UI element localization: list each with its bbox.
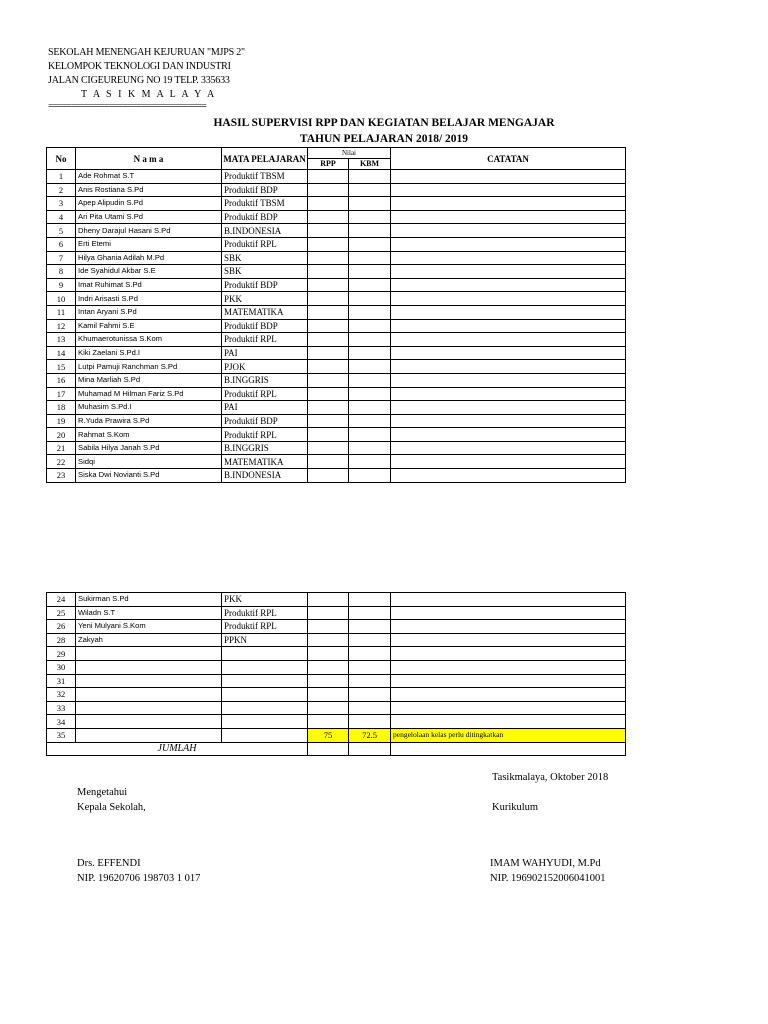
rpp-score (308, 265, 349, 279)
table-row (47, 701, 626, 715)
row-name: Dheny Darajul Hasani S.Pd (76, 224, 222, 238)
curriculum-nip: NIP. 196902152006041001 (490, 873, 606, 884)
rpp-score (308, 647, 349, 661)
kbm-score (349, 346, 391, 360)
rpp-score (308, 333, 349, 347)
row-name: Anis Rostiana S.Pd (76, 183, 222, 197)
header-mata-pelajaran: MATA PELAJARAN (222, 148, 308, 170)
row-name: Ari Pita Utami S.Pd (76, 210, 222, 224)
kbm-score (349, 633, 391, 647)
kbm-score (349, 278, 391, 292)
row-number: 8 (47, 265, 76, 279)
kbm-score (349, 428, 391, 442)
catatan-note (391, 333, 626, 347)
row-subject: Produktif BDP (222, 278, 308, 292)
row-number: 7 (47, 251, 76, 265)
catatan-note (391, 278, 626, 292)
catatan-note (391, 606, 626, 620)
row-subject: Produktif TBSM (222, 170, 308, 184)
kbm-score (349, 688, 391, 702)
catatan-note (391, 197, 626, 211)
kbm-score (349, 319, 391, 333)
supervision-table-part2 (46, 592, 626, 756)
row-subject: SBK (222, 251, 308, 265)
row-number: 1 (47, 170, 76, 184)
rpp-score (308, 210, 349, 224)
rpp-score (308, 455, 349, 469)
school-header (48, 46, 245, 114)
principal-name: Drs. EFFENDI (77, 858, 141, 869)
rpp-score (308, 373, 349, 387)
row-number: 20 (47, 428, 76, 442)
row-name (76, 701, 222, 715)
row-number: 24 (47, 593, 76, 607)
row-name: Indri Arisasti S.Pd (76, 292, 222, 306)
table-row (47, 387, 626, 401)
kbm-score (349, 401, 391, 415)
row-subject: Produktif RPL (222, 387, 308, 401)
table-row (47, 346, 626, 360)
rpp-score (308, 660, 349, 674)
rpp-score (308, 224, 349, 238)
row-name: Kamil Fahmi S.E (76, 319, 222, 333)
row-name: Zakyah (76, 633, 222, 647)
row-number: 31 (47, 674, 76, 688)
row-subject: SBK (222, 265, 308, 279)
row-name (76, 715, 222, 729)
kbm-score (349, 387, 391, 401)
kbm-score (349, 455, 391, 469)
table-row (47, 210, 626, 224)
row-subject: B.INGGRIS (222, 373, 308, 387)
jumlah-catatan (391, 742, 626, 756)
row-number: 15 (47, 360, 76, 374)
catatan-note (391, 373, 626, 387)
kbm-score (349, 183, 391, 197)
school-address: JALAN CIGEUREUNG NO 19 TELP. 335633 (48, 75, 230, 86)
table-row (47, 728, 626, 742)
row-subject: PPKN (222, 633, 308, 647)
header-kbm: KBM (349, 159, 391, 170)
catatan-note (391, 224, 626, 238)
jumlah-kbm (349, 742, 391, 756)
header-divider: ================================== (48, 101, 206, 112)
kbm-score (349, 715, 391, 729)
kbm-score (349, 674, 391, 688)
row-subject (222, 660, 308, 674)
row-subject (222, 728, 308, 742)
rpp-score (308, 170, 349, 184)
kbm-score (349, 647, 391, 661)
kbm-score (349, 210, 391, 224)
table-row (47, 401, 626, 415)
rpp-score (308, 305, 349, 319)
catatan-note (391, 360, 626, 374)
table-row (47, 715, 626, 729)
table-row (47, 251, 626, 265)
header-catatan: CATATAN (391, 148, 626, 170)
rpp-score (308, 251, 349, 265)
rpp-score (308, 401, 349, 415)
catatan-note (391, 469, 626, 483)
catatan-note (391, 688, 626, 702)
table-row (47, 237, 626, 251)
row-subject: B.INDONESIA (222, 469, 308, 483)
row-name: Sukirman S.Pd (76, 593, 222, 607)
row-number: 11 (47, 305, 76, 319)
catatan-note (391, 620, 626, 634)
kbm-score (349, 620, 391, 634)
table-row (47, 224, 626, 238)
row-subject: B.INDONESIA (222, 224, 308, 238)
row-subject: MATEMATIKA (222, 305, 308, 319)
table-row (47, 647, 626, 661)
rpp-score (308, 360, 349, 374)
catatan-note (391, 265, 626, 279)
row-number: 22 (47, 455, 76, 469)
kbm-score (349, 593, 391, 607)
row-name: Yeni Mulyani S.Kom (76, 620, 222, 634)
row-name: Mina Marliah S.Pd (76, 373, 222, 387)
row-name (76, 647, 222, 661)
table-row (47, 373, 626, 387)
rpp-score: 75 (308, 728, 349, 742)
table-row (47, 441, 626, 455)
row-subject: PAI (222, 346, 308, 360)
catatan-note (391, 170, 626, 184)
jumlah-row (47, 742, 626, 756)
kbm-score: 72.5 (349, 728, 391, 742)
rpp-score (308, 674, 349, 688)
rpp-score (308, 606, 349, 620)
supervision-table-part1 (46, 147, 626, 483)
catatan-note (391, 674, 626, 688)
jumlah-rpp (308, 742, 349, 756)
table-row (47, 170, 626, 184)
kbm-score (349, 441, 391, 455)
place-date: Tasikmalaya, Oktober 2018 (492, 772, 609, 783)
kbm-score (349, 701, 391, 715)
row-subject: PJOK (222, 360, 308, 374)
rpp-score (308, 346, 349, 360)
row-number: 28 (47, 633, 76, 647)
catatan-note (391, 401, 626, 415)
row-number: 17 (47, 387, 76, 401)
table-row (47, 688, 626, 702)
header-rpp: RPP (308, 159, 349, 170)
row-number: 16 (47, 373, 76, 387)
row-name: Muhasim S.Pd.I (76, 401, 222, 415)
row-subject: B.INGGRIS (222, 441, 308, 455)
rpp-score (308, 633, 349, 647)
catatan-note (391, 292, 626, 306)
row-name: Muhamad M Hilman Fariz S.Pd (76, 387, 222, 401)
row-subject (222, 701, 308, 715)
catatan-note (391, 428, 626, 442)
row-subject (222, 674, 308, 688)
table-row (47, 428, 626, 442)
row-number: 18 (47, 401, 76, 415)
row-subject: Produktif RPL (222, 237, 308, 251)
row-name: Khumaerotunissa S.Kom (76, 333, 222, 347)
row-number: 4 (47, 210, 76, 224)
row-number: 5 (47, 224, 76, 238)
catatan-note (391, 701, 626, 715)
mengetahui-label: Mengetahui (77, 787, 128, 798)
jumlah-label: JUMLAH (47, 742, 308, 756)
row-name: Lutpi Pamuji Ranchman S.Pd (76, 360, 222, 374)
row-number: 35 (47, 728, 76, 742)
curriculum-name: IMAM WAHYUDI, M.Pd (490, 858, 601, 869)
row-name: Intan Aryani S.Pd (76, 305, 222, 319)
row-number: 3 (47, 197, 76, 211)
row-subject: Produktif BDP (222, 210, 308, 224)
row-number: 19 (47, 414, 76, 428)
kbm-score (349, 292, 391, 306)
row-number: 2 (47, 183, 76, 197)
row-name (76, 674, 222, 688)
row-number: 34 (47, 715, 76, 729)
catatan-note (391, 633, 626, 647)
table-row (47, 660, 626, 674)
rpp-score (308, 387, 349, 401)
school-name: SEKOLAH MENENGAH KEJURUAN "MJPS 2" (48, 47, 245, 58)
row-name: Rahmat S.Kom (76, 428, 222, 442)
table-row (47, 278, 626, 292)
row-number: 10 (47, 292, 76, 306)
row-number: 30 (47, 660, 76, 674)
row-subject: Produktif TBSM (222, 197, 308, 211)
catatan-note (391, 251, 626, 265)
kbm-score (349, 265, 391, 279)
row-number: 23 (47, 469, 76, 483)
header-no: No (47, 148, 76, 170)
table-row (47, 674, 626, 688)
catatan-note: pengelolaan kelas perlu ditingkatkan (391, 728, 626, 742)
catatan-note (391, 441, 626, 455)
row-subject: Produktif RPL (222, 620, 308, 634)
table-row (47, 333, 626, 347)
kbm-score (349, 305, 391, 319)
catatan-note (391, 346, 626, 360)
row-number: 25 (47, 606, 76, 620)
rpp-score (308, 715, 349, 729)
row-name (76, 728, 222, 742)
catatan-note (391, 593, 626, 607)
row-subject (222, 715, 308, 729)
table-row (47, 183, 626, 197)
rpp-score (308, 319, 349, 333)
catatan-note (391, 660, 626, 674)
row-subject (222, 688, 308, 702)
catatan-note (391, 647, 626, 661)
rpp-score (308, 278, 349, 292)
kbm-score (349, 469, 391, 483)
kbm-score (349, 660, 391, 674)
table-row (47, 620, 626, 634)
kbm-score (349, 414, 391, 428)
row-subject: Produktif BDP (222, 414, 308, 428)
row-number: 13 (47, 333, 76, 347)
row-subject (222, 647, 308, 661)
catatan-note (391, 210, 626, 224)
rpp-score (308, 292, 349, 306)
row-subject: PKK (222, 593, 308, 607)
header-nilai: Nilai (308, 148, 391, 159)
row-name: Imat Ruhimat S.Pd (76, 278, 222, 292)
kbm-score (349, 606, 391, 620)
row-subject: Produktif BDP (222, 183, 308, 197)
catatan-note (391, 183, 626, 197)
table-row (47, 606, 626, 620)
rpp-score (308, 428, 349, 442)
row-subject: PKK (222, 292, 308, 306)
school-city: T A S I K M A L A Y A (81, 89, 217, 100)
row-name: Sidqi (76, 455, 222, 469)
row-number: 21 (47, 441, 76, 455)
row-name (76, 660, 222, 674)
kbm-score (349, 237, 391, 251)
kbm-score (349, 251, 391, 265)
catatan-note (391, 455, 626, 469)
kbm-score (349, 224, 391, 238)
table-row (47, 593, 626, 607)
row-subject: Produktif RPL (222, 333, 308, 347)
catatan-note (391, 305, 626, 319)
document-subtitle: TAHUN PELAJARAN 2018/ 2019 (299, 133, 469, 145)
document-title: HASIL SUPERVISI RPP DAN KEGIATAN BELAJAR MENGAJAR (213, 117, 555, 129)
table-row (47, 360, 626, 374)
kbm-score (349, 360, 391, 374)
catatan-note (391, 715, 626, 729)
row-subject: Produktif BDP (222, 319, 308, 333)
rpp-score (308, 414, 349, 428)
kbm-score (349, 373, 391, 387)
row-name: Siska Dwi Novianti S.Pd (76, 469, 222, 483)
row-subject: Produktif RPL (222, 606, 308, 620)
row-number: 29 (47, 647, 76, 661)
row-number: 32 (47, 688, 76, 702)
row-name (76, 688, 222, 702)
catatan-note (391, 319, 626, 333)
kbm-score (349, 333, 391, 347)
table-row (47, 292, 626, 306)
row-name: Apep Alipudin S.Pd (76, 197, 222, 211)
rpp-score (308, 183, 349, 197)
rpp-score (308, 237, 349, 251)
rpp-score (308, 688, 349, 702)
row-name: Ide Syahidul Akbar S.E (76, 265, 222, 279)
catatan-note (391, 237, 626, 251)
row-number: 14 (47, 346, 76, 360)
row-subject: MATEMATIKA (222, 455, 308, 469)
catatan-note (391, 414, 626, 428)
row-number: 6 (47, 237, 76, 251)
kbm-score (349, 170, 391, 184)
row-subject: PAI (222, 401, 308, 415)
curriculum-role: Kurikulum (492, 802, 539, 813)
principal-role: Kepala Sekolah, (77, 802, 146, 813)
rpp-score (308, 469, 349, 483)
table-row (47, 633, 626, 647)
rpp-score (308, 441, 349, 455)
row-name: Erti Etemi (76, 237, 222, 251)
table-row (47, 265, 626, 279)
row-name: Kiki Zaelani S.Pd.I (76, 346, 222, 360)
rpp-score (308, 593, 349, 607)
table-row (47, 414, 626, 428)
rpp-score (308, 701, 349, 715)
rpp-score (308, 620, 349, 634)
row-number: 12 (47, 319, 76, 333)
row-name: Wiladn S.T (76, 606, 222, 620)
school-group: KELOMPOK TEKNOLOGI DAN INDUSTRI (48, 61, 231, 72)
principal-nip: NIP. 19620706 198703 1 017 (77, 873, 201, 884)
row-name: Sabila Hilya Janah S.Pd (76, 441, 222, 455)
table-row (47, 197, 626, 211)
rpp-score (308, 197, 349, 211)
kbm-score (349, 197, 391, 211)
header-nama: N a m a (76, 148, 222, 170)
row-number: 9 (47, 278, 76, 292)
table-row (47, 305, 626, 319)
catatan-note (391, 387, 626, 401)
table-row (47, 319, 626, 333)
row-subject: Produktif RPL (222, 428, 308, 442)
row-name: R.Yuda Prawira S.Pd (76, 414, 222, 428)
table-row (47, 469, 626, 483)
row-name: Hilya Ghania Adilah M.Pd (76, 251, 222, 265)
row-number: 33 (47, 701, 76, 715)
table-row (47, 455, 626, 469)
row-name: Ade Rohmat S.T (76, 170, 222, 184)
row-number: 26 (47, 620, 76, 634)
